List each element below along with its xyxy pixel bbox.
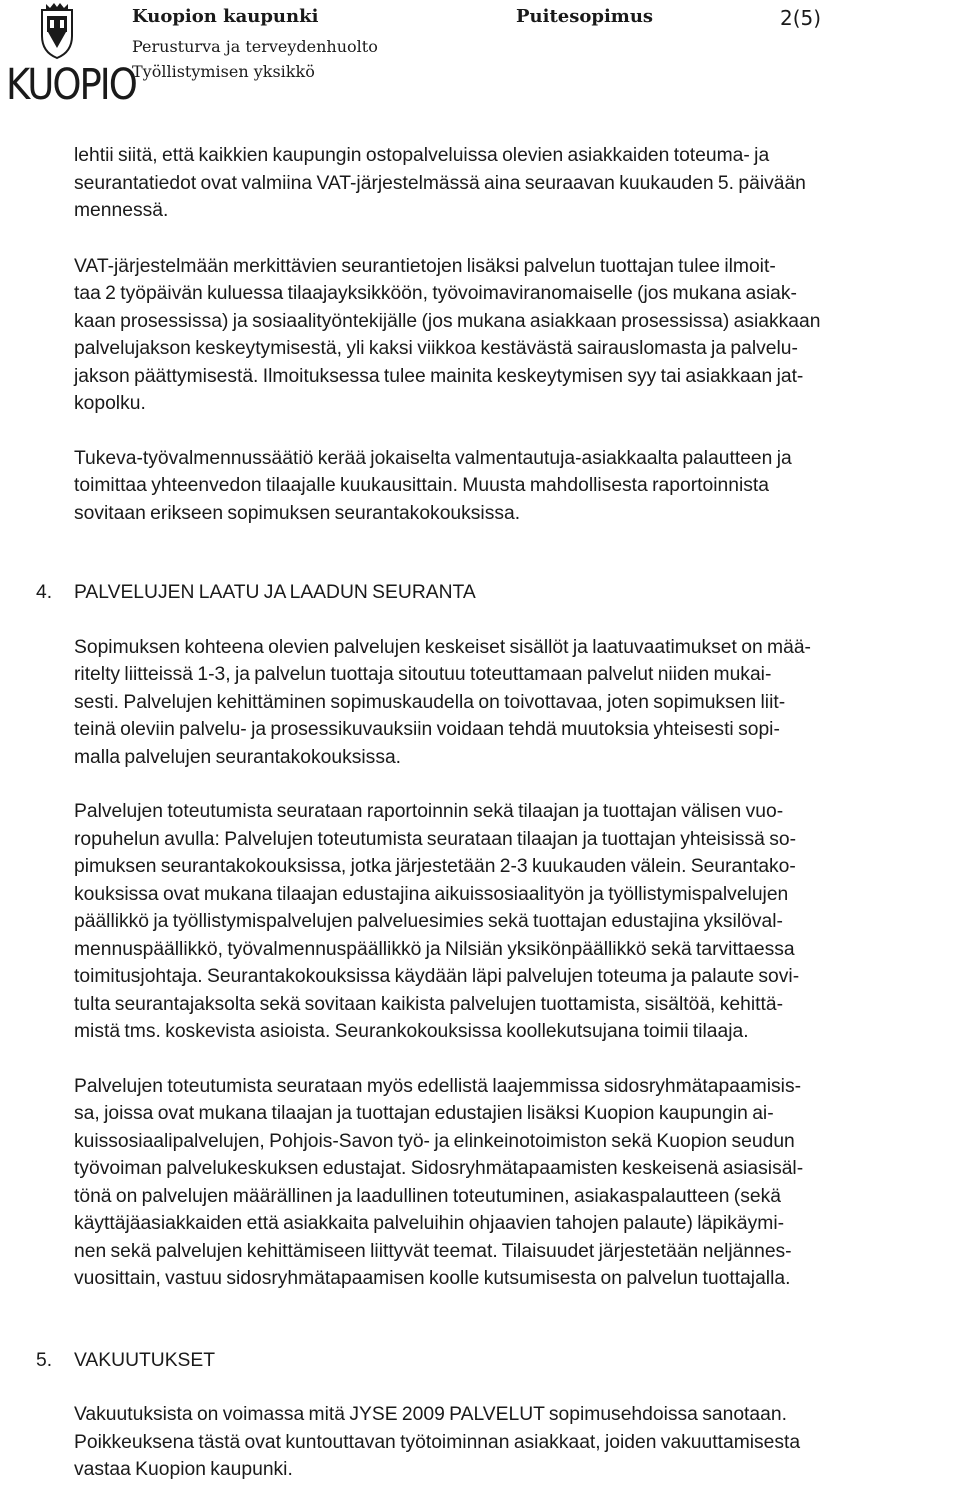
text-line: käyttäjäasiakkaiden että asiakkaita palveluihin ohjaavien tahojen palaute) läpikäymi-: [74, 1213, 785, 1234]
text-line: ropuhelun avulla: Palvelujen toteutumista seurataan tilaajan ja tuottajan yhteisissä so-: [74, 828, 796, 850]
kuopio-crest-icon: [40, 2, 74, 60]
text-line: kuissosiaalipalvelujen, Pohjois-Savon työ- ja elinkeinotoimiston sekä Kuopion seudun: [74, 1130, 795, 1152]
text-line: tönä on palvelujen määrällinen ja laadullinen toteutuminen, asiakaspalautteen (sekä: [74, 1185, 781, 1207]
text-line: työvoiman palvelukeskuksen edustajat. Sidosryhmätapaamisten keskeisenä asiasisäl-: [74, 1158, 804, 1179]
section-title: VAKUUTUKSET: [74, 1349, 216, 1371]
document-type: Puitesopimus: [516, 6, 654, 27]
paragraph: [74, 142, 954, 225]
document-body: [36, 142, 954, 1484]
text-line: kouksissa ovat mukana tilaajan edustajina aikuissosiaalityön ja työllistymispalvelujen: [74, 883, 789, 905]
paragraph: [74, 798, 954, 1046]
text-line: vastaa Kuopion kaupunki.: [74, 1459, 293, 1480]
text-line: toimittaa yhteenvedon tilaajalle kuukausittain. Muusta mahdollisesta raportoinnista: [74, 475, 769, 496]
page-number: 2(5): [780, 6, 822, 30]
text-line: Palvelujen toteutumista seurataan myös edellistä laajemmissa sidosryhmätapaamisis-: [74, 1075, 802, 1097]
text-line: päällikkö ja työllistymispalvelujen palveluesimies sekä tuottajan edustajina yksilöval-: [74, 911, 783, 932]
text-line: kaan prosessissa) ja sosiaalityöntekijälle (jos mukana asiakkaan prosessissa) asiakkaan: [74, 310, 821, 332]
logo-wordmark: KUOPIO: [6, 60, 136, 110]
text-line: ritelty liitteissä 1-3, ja palvelun tuottaja sitoutuu toteuttamaan palvelut niiden mukai-: [74, 664, 772, 685]
text-line: seurantatiedot ovat valmiina VAT-järjestelmässä aina seuraavan kuukauden 5. päivään: [74, 172, 806, 194]
paragraph: [74, 1073, 954, 1293]
text-line: sa, joissa ovat mukana tilaajan ja tuottajan edustajien lisäksi Kuopion kaupungin ai-: [74, 1103, 774, 1124]
text-line: pimuksen seurantakokouksissa, jotka järjestetään 2-3 kuukauden välein. Seurantako-: [74, 856, 796, 877]
text-line: vuosittain, vastuu sidosryhmätapaamisen koolle kutsumisesta on palvelun tuottajalla.: [74, 1268, 791, 1289]
text-line: taa 2 työpäivän kuluessa tilaajayksikköön, työvoimaviranomaiselle (jos mukana asiak-: [74, 283, 797, 304]
text-line: Sopimuksen kohteena olevien palvelujen keskeiset sisällöt ja laatuvaatimukset on mää-: [74, 636, 811, 658]
text-line: tulta seurantajaksolta sekä sovitaan kaikista palvelujen tuottamista, sisältöä, kehittä-: [74, 993, 784, 1015]
section-heading: [36, 1347, 954, 1375]
text-line: sovitaan erikseen sopimuksen seurantakokouksissa.: [74, 502, 521, 524]
text-line: lehtii siitä, että kaikkien kaupungin ostopalveluissa olevien asiakkaiden toteuma- ja: [74, 145, 770, 166]
text-line: kopolku.: [74, 393, 146, 414]
text-line: Palvelujen toteutumista seurataan raportoinnin sekä tilaajan ja tuottajan välisen vuo-: [74, 801, 784, 822]
text-line: sesti. Palvelujen kehittäminen sopimuskaudella on toivottavaa, joten sopimuksen liit-: [74, 691, 786, 713]
paragraph: [74, 634, 954, 772]
unit-name: Työllistymisen yksikkö: [132, 62, 315, 81]
paragraph: [74, 1401, 954, 1484]
text-line: malla palvelujen seurantakokouksissa.: [74, 746, 402, 768]
paragraph: [74, 445, 954, 528]
text-line: Vakuutuksista on voimassa mitä JYSE 2009 PALVELUT sopimusehdoissa sanotaan.: [74, 1404, 787, 1425]
text-line: mennuspäällikkö, työvalmennuspäällikkö ja Nilsiän yksikönpäällikkö sekä tarvittaessa: [74, 938, 795, 960]
text-line: teinä oleviin palvelu- ja prosessikuvauksiin voidaan tehdä muutoksia yhteisesti sopi-: [74, 719, 780, 740]
text-line: VAT-järjestelmään merkittävien seurantietojen lisäksi palvelun tuottajan tulee ilmoit-: [74, 255, 776, 277]
organization-name: Kuopion kaupunki: [132, 6, 319, 27]
text-line: mennessä.: [74, 200, 169, 221]
text-line: toimitusjohtaja. Seurantakokouksissa käydään läpi palvelujen toteuma ja palaute sovi-: [74, 966, 800, 987]
paragraph: [74, 253, 954, 418]
text-line: Tukeva-työvalmennussäätiö kerää jokaiselta valmentautuja-asiakkaalta palautteen ja: [74, 447, 792, 469]
section-title: PALVELUJEN LAATU JA LAADUN SEURANTA: [74, 582, 476, 603]
section-number: 5.: [36, 1349, 53, 1371]
text-line: Poikkeuksena tästä ovat kuntouttavan työtoiminnan asiakkaat, joiden vakuuttamisesta: [74, 1431, 801, 1453]
kuopio-logo: [6, 2, 136, 110]
section-number: 4.: [36, 582, 53, 603]
text-line: nen sekä palvelujen kehittämiseen liittyvät teemat. Tilaisuudet järjestetään neljännes-: [74, 1240, 792, 1262]
department-name: Perusturva ja terveydenhuolto: [132, 37, 378, 56]
text-line: jakson päättymisestä. Ilmoituksessa tulee mainita keskeytymisen syy tai asiakkaan jat-: [74, 365, 804, 387]
text-line: mistä tms. koskevista asioista. Seurankokouksissa koollekutsujana toimii tilaaja.: [74, 1021, 749, 1042]
section-heading: [36, 579, 954, 607]
text-line: palvelujakson keskeytymisestä, yli kaksi viikkoa kestävästä sairauslomasta ja palvelu-: [74, 338, 798, 359]
